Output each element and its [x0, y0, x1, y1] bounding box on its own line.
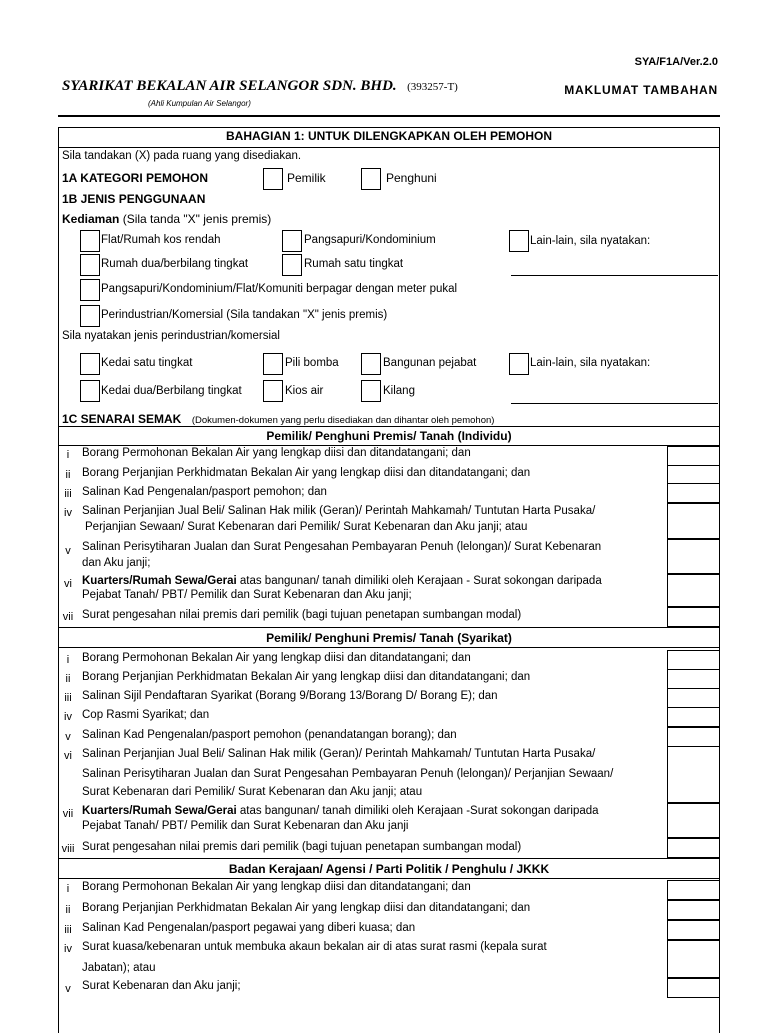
- item-number: ii: [65, 673, 71, 685]
- item-number: v: [65, 545, 71, 557]
- company-reg-no: (393257-T): [407, 81, 458, 93]
- item-number: iii: [64, 488, 72, 500]
- item-number: v: [65, 983, 71, 995]
- checklist-box[interactable]: [667, 688, 720, 708]
- item-number: vi: [64, 750, 72, 762]
- individual-title: Pemilik/ Penghuni Premis/ Tanah (Individu): [266, 429, 512, 443]
- item-number: i: [66, 654, 70, 666]
- divider: [58, 858, 720, 859]
- checklist-box[interactable]: [667, 465, 720, 485]
- residential-note: (Sila tanda "X" jenis premis): [122, 212, 272, 226]
- item-number: ii: [65, 469, 71, 481]
- checklist-box[interactable]: [667, 940, 720, 978]
- item-number: ii: [65, 904, 71, 916]
- checklist-item-cont: Salinan Perisytiharan Jualan dan Surat Pengesahan Pembayaran Penuh (lelongan)/ Perjanjian Sewaan/: [82, 768, 614, 780]
- checklist-item-cont: Perjanjian Sewaan/ Surat Kebenaran dari Pemilik/ Surat Kebenaran dan Aku janji; atau: [85, 521, 528, 533]
- checkbox-industrial[interactable]: [80, 305, 100, 327]
- industrial-other-line[interactable]: [511, 403, 718, 404]
- part1-title: BAHAGIAN 1: UNTUK DILENGKAPKAN OLEH PEMOHON: [225, 129, 552, 143]
- item-number: iv: [64, 507, 72, 519]
- checklist-box[interactable]: [667, 880, 720, 900]
- option-pangsapuri: Pangsapuri/Kondominium: [304, 234, 436, 246]
- divider: [58, 647, 720, 648]
- checklist-item: Surat pengesahan nilai premis dari pemilik (bagi tujuan penetapan sumbangan modal): [82, 841, 522, 853]
- option-rumah-satu: Rumah satu tingkat: [304, 258, 404, 270]
- checklist-item: Borang Perjanjian Perkhidmatan Bekalan Air yang lengkap diisi dan ditandatangani; dan: [82, 467, 531, 479]
- checklist-item: Salinan Kad Pengenalan/pasport pemohon (penandatangan borang); dan: [82, 729, 457, 741]
- item-number: v: [65, 731, 71, 743]
- option-berpagar: Pangsapuri/Kondominium/Flat/Komuniti berpagar dengan meter pukal: [101, 283, 458, 295]
- company-title: Pemilik/ Penghuni Premis/ Tanah (Syarikat): [266, 631, 512, 645]
- checklist-box[interactable]: [667, 650, 720, 670]
- item-number: iii: [64, 692, 72, 704]
- checkbox-kilang[interactable]: [361, 380, 381, 402]
- item-number: i: [66, 449, 70, 461]
- checkbox-berpagar[interactable]: [80, 279, 100, 301]
- checklist-item: Salinan Perisytiharan Jualan dan Surat Pengesahan Pembayaran Penuh (lelongan)/ Surat Kebenaran: [82, 541, 602, 553]
- option-kedai-dua: Kedai dua/Berbilang tingkat: [101, 385, 242, 397]
- checklist-box[interactable]: [667, 539, 720, 574]
- checklist-item: Borang Perjanjian Perkhidmatan Bekalan Air yang lengkap diisi dan ditandatangani; dan: [82, 671, 531, 683]
- item-number: vii: [62, 808, 74, 820]
- item-text: atas bangunan/ tanah dimiliki oleh Kerajaan - Surat sokongan daripada: [236, 575, 602, 587]
- item-number: i: [66, 883, 70, 895]
- checklist-box[interactable]: [667, 978, 720, 998]
- checkbox-residential-other[interactable]: [509, 230, 529, 252]
- document-title: MAKLUMAT TAMBAHAN: [564, 83, 718, 97]
- item-emphasis: Kuarters/Rumah Sewa/Gerai: [82, 575, 237, 587]
- item-number: iv: [64, 711, 72, 723]
- checkbox-pangsapuri[interactable]: [282, 230, 302, 252]
- item-number: viii: [61, 843, 75, 855]
- checklist-item: Surat pengesahan nilai premis dari pemilik (bagi tujuan penetapan sumbangan modal): [82, 609, 522, 621]
- checklist-item: Salinan Perjanjian Jual Beli/ Salinan Hak milik (Geran)/ Perintah Mahkamah/ Tuntutan Harta Pusaka/: [82, 505, 596, 517]
- divider: [58, 426, 720, 427]
- option-kios: Kios air: [285, 385, 324, 397]
- item-number: vi: [64, 578, 72, 590]
- residential-other-line[interactable]: [511, 275, 718, 276]
- checklist-box[interactable]: [667, 707, 720, 727]
- part1-instruction: Sila tandakan (X) pada ruang yang disediakan.: [62, 150, 302, 162]
- checkbox-rumah-dua[interactable]: [80, 254, 100, 276]
- industrial-prompt: Sila nyatakan jenis perindustrian/komersial: [62, 330, 280, 342]
- option-penghuni: Penghuni: [386, 171, 437, 185]
- option-pili-bomba: Pili bomba: [285, 357, 339, 369]
- item-number: iii: [64, 924, 72, 936]
- divider: [58, 627, 720, 628]
- checklist-box[interactable]: [667, 727, 720, 747]
- checklist-item: Salinan Sijil Pendaftaran Syarikat (Borang 9/Borang 13/Borang D/ Borang E); dan: [82, 690, 498, 702]
- section-1a-label: 1A KATEGORI PEMOHON: [62, 171, 209, 185]
- option-industrial: Perindustrian/Komersial (Sila tandakan "X" jenis premis): [101, 309, 388, 321]
- option-kedai-satu: Kedai satu tingkat: [101, 357, 193, 369]
- checklist-item-cont: Jabatan); atau: [82, 962, 156, 974]
- checklist-item: Surat kuasa/kebenaran untuk membuka akaun bekalan air di atas surat rasmi (kepala surat: [82, 941, 547, 953]
- checklist-box[interactable]: [667, 838, 720, 858]
- item-text: atas bangunan/ tanah dimiliki oleh Kerajaan -Surat sokongan daripada: [236, 805, 599, 817]
- option-industrial-other: Lain-lain, sila nyatakan:: [530, 357, 651, 369]
- checkbox-pili-bomba[interactable]: [263, 353, 283, 375]
- checkbox-flat[interactable]: [80, 230, 100, 252]
- checkbox-kedai-satu[interactable]: [80, 353, 100, 375]
- checklist-item: Salinan Kad Pengenalan/pasport pemohon; dan: [82, 486, 327, 498]
- checklist-box[interactable]: [667, 746, 720, 803]
- checklist-box[interactable]: [667, 574, 720, 607]
- option-pejabat: Bangunan pejabat: [383, 357, 477, 369]
- government-title: Badan Kerajaan/ Agensi / Parti Politik / Penghulu / JKKK: [228, 862, 550, 876]
- checklist-item: Salinan Perjanjian Jual Beli/ Salinan Hak milik (Geran)/ Perintah Mahkamah/ Tuntutan Harta Pusaka/: [82, 748, 596, 760]
- section-1c-note: (Dokumen-dokumen yang perlu disediakan dan dihantar oleh pemohon): [191, 415, 495, 426]
- form-frame: [58, 115, 720, 118]
- checklist-box[interactable]: [667, 900, 720, 920]
- subsidiary-note: (Ahli Kumpulan Air Selangor): [148, 99, 251, 108]
- checkbox-rumah-satu[interactable]: [282, 254, 302, 276]
- section-1b-label: 1B JENIS PENGGUNAAN: [62, 192, 206, 206]
- form-code: SYA/F1A/Ver.2.0: [634, 56, 718, 68]
- company-name: SYARIKAT BEKALAN AIR SELANGOR SDN. BHD.: [62, 78, 397, 94]
- divider: [58, 147, 720, 148]
- checkbox-penghuni[interactable]: [361, 168, 381, 190]
- option-kilang: Kilang: [383, 385, 415, 397]
- checkbox-pejabat[interactable]: [361, 353, 381, 375]
- item-number: iv: [64, 943, 72, 955]
- item-number: vii: [62, 611, 74, 623]
- residential-label: Kediaman: [62, 212, 120, 226]
- residential-heading: [62, 212, 271, 226]
- option-residential-other: Lain-lain, sila nyatakan:: [530, 235, 651, 247]
- checkbox-pemilik[interactable]: [263, 168, 283, 190]
- checklist-item-cont: Pejabat Tanah/ PBT/ Pemilik dan Surat Kebenaran dan Aku janji: [82, 820, 409, 832]
- option-pemilik: Pemilik: [287, 171, 326, 185]
- checklist-item: Borang Permohonan Bekalan Air yang lengkap diisi dan ditandatangani; dan: [82, 881, 471, 893]
- checkbox-industrial-other[interactable]: [509, 353, 529, 375]
- checklist-box[interactable]: [667, 669, 720, 689]
- checklist-box[interactable]: [667, 607, 720, 627]
- checklist-item-cont: Surat Kebenaran dari Pemilik/ Surat Kebenaran dan Aku janji; atau: [82, 786, 423, 798]
- checkbox-kedai-dua[interactable]: [80, 380, 100, 402]
- checklist-item: Surat Kebenaran dan Aku janji;: [82, 980, 241, 992]
- divider: [58, 878, 720, 879]
- checklist-item: [82, 575, 602, 587]
- company-name-block: [62, 77, 458, 95]
- option-flat: Flat/Rumah kos rendah: [101, 234, 221, 246]
- checklist-item-cont: Pejabat Tanah/ PBT/ Pemilik dan Surat Kebenaran dan Aku janji;: [82, 589, 412, 601]
- checklist-box[interactable]: [667, 920, 720, 940]
- checklist-item: Borang Permohonan Bekalan Air yang lengkap diisi dan ditandatangani; dan: [82, 652, 471, 664]
- checkbox-kios[interactable]: [263, 380, 283, 402]
- section-1c-label: 1C SENARAI SEMAK: [62, 412, 182, 426]
- checklist-box[interactable]: [667, 446, 720, 466]
- option-rumah-dua: Rumah dua/berbilang tingkat: [101, 258, 249, 270]
- checklist-box[interactable]: [667, 803, 720, 838]
- checklist-box[interactable]: [667, 503, 720, 539]
- checklist-item: Cop Rasmi Syarikat; dan: [82, 709, 210, 721]
- checklist-box[interactable]: [667, 483, 720, 503]
- divider: [58, 445, 720, 446]
- item-emphasis: Kuarters/Rumah Sewa/Gerai: [82, 805, 237, 817]
- checklist-item-cont: dan Aku janji;: [82, 557, 151, 569]
- checklist-item: Borang Permohonan Bekalan Air yang lengkap diisi dan ditandatangani; dan: [82, 447, 471, 459]
- checklist-item: Salinan Kad Pengenalan/pasport pegawai yang diberi kuasa; dan: [82, 922, 416, 934]
- checklist-item: Borang Perjanjian Perkhidmatan Bekalan Air yang lengkap diisi dan ditandatangani; dan: [82, 902, 531, 914]
- checklist-item: [82, 805, 599, 817]
